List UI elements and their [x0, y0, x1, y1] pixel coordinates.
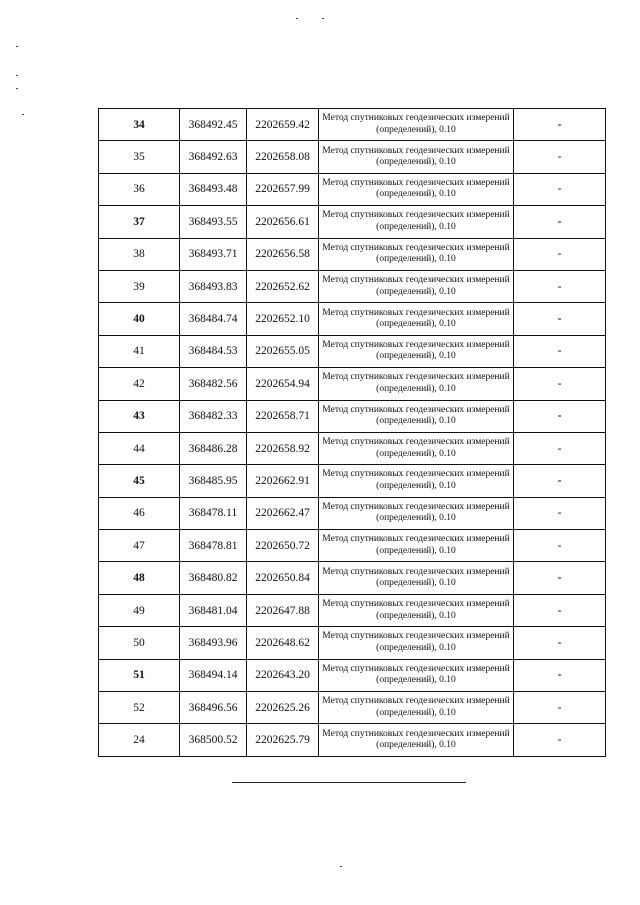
method-cell: Метод спутниковых геодезических измерений (определений), 0.10	[319, 173, 514, 205]
y-coordinate-cell: 2202650.84	[247, 562, 319, 594]
method-cell: Метод спутниковых геодезических измерений (определений), 0.10	[319, 368, 514, 400]
note-cell: -	[514, 109, 606, 141]
note-cell: -	[514, 659, 606, 691]
table-row	[99, 530, 606, 562]
method-cell: Метод спутниковых геодезических измерений (определений), 0.10	[319, 627, 514, 659]
point-number-cell: 45	[99, 465, 180, 497]
table-row	[99, 724, 606, 756]
note-cell: -	[514, 627, 606, 659]
note-cell: -	[514, 400, 606, 432]
note-cell: -	[514, 206, 606, 238]
y-coordinate-cell: 2202647.88	[247, 594, 319, 626]
method-cell: Метод спутниковых геодезических измерений (определений), 0.10	[319, 594, 514, 626]
method-cell: Метод спутниковых геодезических измерений (определений), 0.10	[319, 659, 514, 691]
note-cell: -	[514, 270, 606, 302]
point-number-cell: 48	[99, 562, 180, 594]
scan-speck	[16, 75, 18, 76]
note-cell: -	[514, 594, 606, 626]
y-coordinate-cell: 2202662.47	[247, 497, 319, 529]
scan-speck	[340, 866, 342, 867]
note-cell: -	[514, 238, 606, 270]
method-cell: Метод спутниковых геодезических измерений (определений), 0.10	[319, 562, 514, 594]
y-coordinate-cell: 2202658.08	[247, 141, 319, 173]
method-cell: Метод спутниковых геодезических измерений (определений), 0.10	[319, 724, 514, 756]
x-coordinate-cell: 368493.96	[180, 627, 247, 659]
y-coordinate-cell: 2202625.26	[247, 692, 319, 724]
point-number-cell: 50	[99, 627, 180, 659]
x-coordinate-cell: 368486.28	[180, 432, 247, 464]
table-row	[99, 562, 606, 594]
method-cell: Метод спутниковых геодезических измерений (определений), 0.10	[319, 109, 514, 141]
note-cell: -	[514, 432, 606, 464]
point-number-cell: 37	[99, 206, 180, 238]
method-cell: Метод спутниковых геодезических измерений (определений), 0.10	[319, 530, 514, 562]
x-coordinate-cell: 368492.63	[180, 141, 247, 173]
x-coordinate-cell: 368482.56	[180, 368, 247, 400]
table-row	[99, 303, 606, 335]
y-coordinate-cell: 2202650.72	[247, 530, 319, 562]
table-row	[99, 141, 606, 173]
method-cell: Метод спутниковых геодезических измерений (определений), 0.10	[319, 432, 514, 464]
scan-speck	[16, 88, 18, 89]
x-coordinate-cell: 368494.14	[180, 659, 247, 691]
method-cell: Метод спутниковых геодезических измерений (определений), 0.10	[319, 141, 514, 173]
method-cell: Метод спутниковых геодезических измерений (определений), 0.10	[319, 270, 514, 302]
method-cell: Метод спутниковых геодезических измерений (определений), 0.10	[319, 238, 514, 270]
y-coordinate-cell: 2202643.20	[247, 659, 319, 691]
point-number-cell: 39	[99, 270, 180, 302]
table-row	[99, 659, 606, 691]
point-number-cell: 42	[99, 368, 180, 400]
note-cell: -	[514, 368, 606, 400]
note-cell: -	[514, 692, 606, 724]
note-cell: -	[514, 303, 606, 335]
y-coordinate-cell: 2202625.79	[247, 724, 319, 756]
table-row	[99, 692, 606, 724]
table-row	[99, 173, 606, 205]
note-cell: -	[514, 173, 606, 205]
point-number-cell: 35	[99, 141, 180, 173]
note-cell: -	[514, 497, 606, 529]
method-cell: Метод спутниковых геодезических измерений (определений), 0.10	[319, 465, 514, 497]
scan-speck	[322, 18, 324, 19]
y-coordinate-cell: 2202659.42	[247, 109, 319, 141]
y-coordinate-cell: 2202648.62	[247, 627, 319, 659]
x-coordinate-cell: 368485.95	[180, 465, 247, 497]
method-cell: Метод спутниковых геодезических измерений (определений), 0.10	[319, 400, 514, 432]
point-number-cell: 43	[99, 400, 180, 432]
x-coordinate-cell: 368492.45	[180, 109, 247, 141]
point-number-cell: 36	[99, 173, 180, 205]
method-cell: Метод спутниковых геодезических измерений (определений), 0.10	[319, 497, 514, 529]
x-coordinate-cell: 368480.82	[180, 562, 247, 594]
x-coordinate-cell: 368496.56	[180, 692, 247, 724]
point-number-cell: 52	[99, 692, 180, 724]
method-cell: Метод спутниковых геодезических измерений (определений), 0.10	[319, 692, 514, 724]
table-row	[99, 432, 606, 464]
scan-speck	[296, 18, 298, 19]
scan-speck	[16, 46, 18, 47]
x-coordinate-cell: 368484.74	[180, 303, 247, 335]
table-row	[99, 497, 606, 529]
y-coordinate-cell: 2202658.92	[247, 432, 319, 464]
y-coordinate-cell: 2202662.91	[247, 465, 319, 497]
y-coordinate-cell: 2202658.71	[247, 400, 319, 432]
y-coordinate-cell: 2202655.05	[247, 335, 319, 367]
table-row	[99, 368, 606, 400]
note-cell: -	[514, 530, 606, 562]
y-coordinate-cell: 2202656.61	[247, 206, 319, 238]
coordinates-table	[98, 108, 606, 757]
table-row	[99, 400, 606, 432]
point-number-cell: 44	[99, 432, 180, 464]
table-row	[99, 270, 606, 302]
table-row	[99, 627, 606, 659]
point-number-cell: 24	[99, 724, 180, 756]
y-coordinate-cell: 2202654.94	[247, 368, 319, 400]
point-number-cell: 46	[99, 497, 180, 529]
x-coordinate-cell: 368493.48	[180, 173, 247, 205]
y-coordinate-cell: 2202652.62	[247, 270, 319, 302]
y-coordinate-cell: 2202657.99	[247, 173, 319, 205]
point-number-cell: 49	[99, 594, 180, 626]
point-number-cell: 51	[99, 659, 180, 691]
table-row	[99, 206, 606, 238]
point-number-cell: 47	[99, 530, 180, 562]
x-coordinate-cell: 368493.55	[180, 206, 247, 238]
table-row	[99, 238, 606, 270]
table-row	[99, 465, 606, 497]
x-coordinate-cell: 368484.53	[180, 335, 247, 367]
point-number-cell: 34	[99, 109, 180, 141]
x-coordinate-cell: 368478.81	[180, 530, 247, 562]
point-number-cell: 41	[99, 335, 180, 367]
method-cell: Метод спутниковых геодезических измерений (определений), 0.10	[319, 335, 514, 367]
table-row	[99, 109, 606, 141]
table-row	[99, 594, 606, 626]
note-cell: -	[514, 724, 606, 756]
end-of-table-line	[232, 782, 466, 783]
note-cell: -	[514, 465, 606, 497]
scan-speck	[22, 114, 24, 115]
note-cell: -	[514, 141, 606, 173]
y-coordinate-cell: 2202656.58	[247, 238, 319, 270]
y-coordinate-cell: 2202652.10	[247, 303, 319, 335]
method-cell: Метод спутниковых геодезических измерений (определений), 0.10	[319, 206, 514, 238]
x-coordinate-cell: 368493.71	[180, 238, 247, 270]
coordinates-table-body	[99, 109, 606, 757]
x-coordinate-cell: 368482.33	[180, 400, 247, 432]
x-coordinate-cell: 368481.04	[180, 594, 247, 626]
x-coordinate-cell: 368493.83	[180, 270, 247, 302]
x-coordinate-cell: 368500.52	[180, 724, 247, 756]
point-number-cell: 38	[99, 238, 180, 270]
method-cell: Метод спутниковых геодезических измерений (определений), 0.10	[319, 303, 514, 335]
note-cell: -	[514, 562, 606, 594]
x-coordinate-cell: 368478.11	[180, 497, 247, 529]
point-number-cell: 40	[99, 303, 180, 335]
note-cell: -	[514, 335, 606, 367]
table-row	[99, 335, 606, 367]
